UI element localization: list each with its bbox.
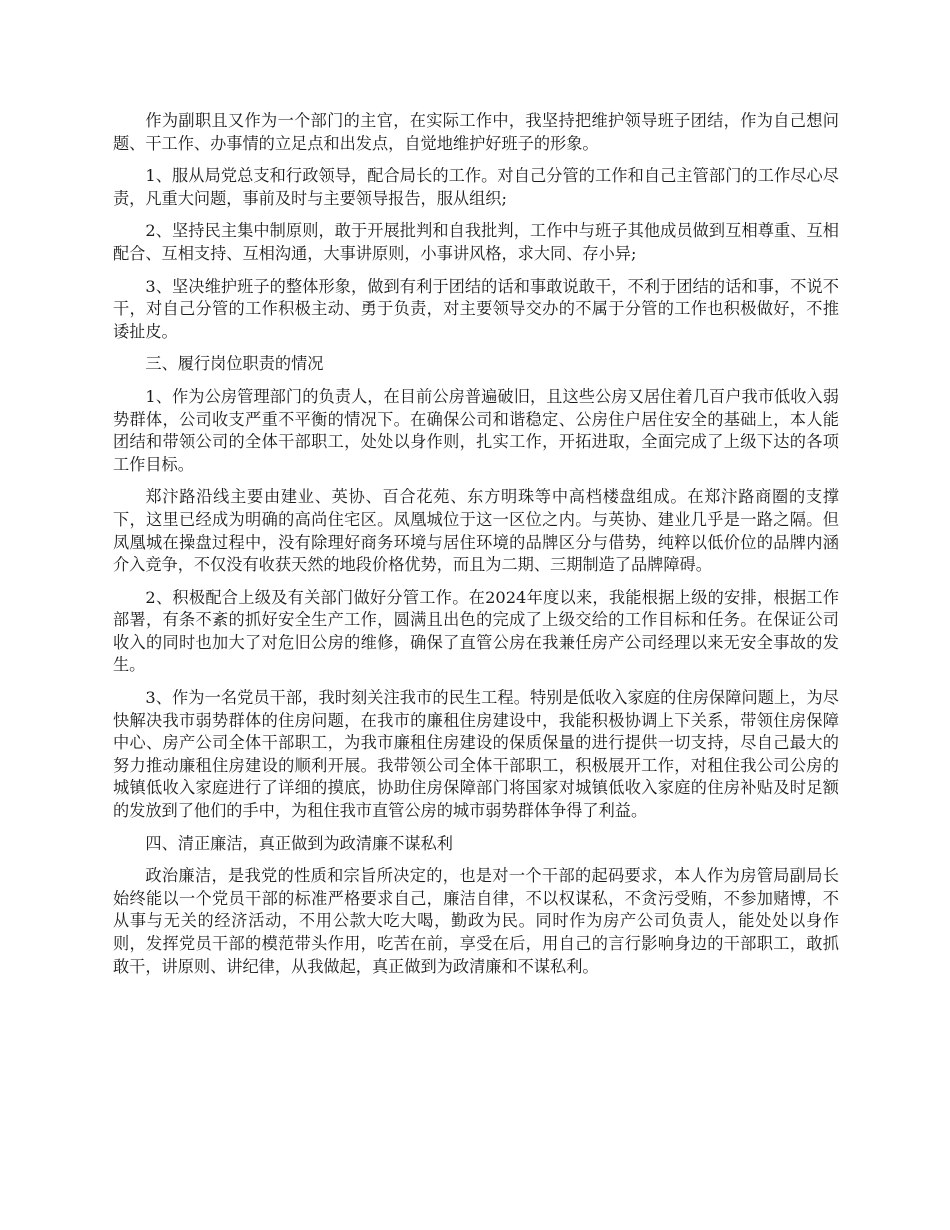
section-heading-integrity: 四、清正廉洁，真正做到为政清廉不谋私利 — [145, 833, 453, 853]
paragraph-zhengbian-road: 郑汴路沿线主要由建业、英协、百合花苑、东方明珠等中高档楼盘组成。在郑汴路商圈的支撑下，这里已经成为明确的高尚住宅区。凤凰城位于这一区位之内。与英协、建业几乎是一路之隔。但凤凰城在操盘过程中，没有除理好商务环境与居住环境的品牌区分与借势，纯粹以低价位的品牌内涵介入竞争，不仅没有收获天然的地段价格优势，而且为二期、三期制造了品牌障碍。 — [113, 487, 839, 575]
paragraph-item-3: 3、坚决维护班子的整体形象，做到有利于团结的话和事敢说敢干，不利于团结的话和事，不说不干，对自己分管的工作积极主动、勇于负责，对主要领导交办的不属于分管的工作也积极做好，不推诿扯皮。 — [113, 276, 839, 341]
section-heading-duties: 三、履行岗位职责的情况 — [145, 354, 324, 374]
paragraph-duty-2: 2、积极配合上级及有关部门做好分管工作。在2024年度以来，我能根据上级的安排，根据工作部署，有条不紊的抓好安全生产工作，圆满且出色的完成了上级交给的工作目标和任务。在保证公司收入的同时也加大了对危旧公房的维修，确保了直管公房在我兼任房产公司经理以来无安全事故的发生。 — [113, 587, 839, 675]
paragraph-item-1: 1、服从局党总支和行政领导，配合局长的工作。对自己分管的工作和自己主管部门的工作尽心尽责，凡重大问题，事前及时与主要领导报告，服从组织; — [113, 166, 839, 208]
document-body — [113, 110, 839, 988]
paragraph-intro: 作为副职且又作为一个部门的主官，在实际工作中，我坚持把维护领导班子团结，作为自己想问题、干工作、办事情的立足点和出发点，自觉地维护好班子的形象。 — [113, 111, 839, 153]
paragraph-item-2: 2、坚持民主集中制原则，敢于开展批判和自我批判，工作中与班子其他成员做到互相尊重、互相配合、互相支持、互相沟通，大事讲原则，小事讲风格，求大同、存小异; — [113, 221, 839, 263]
paragraph-duty-1: 1、作为公房管理部门的负责人，在目前公房普遍破旧，且这些公房又居住着几百户我市低收入弱势群体，公司收支严重不平衡的情况下。在确保公司和谐稳定、公房住户居住安全的基础上，本人能团结和带领公司的全体干部职工，处处以身作则，扎实工作，开拓进取，全面完成了上级下达的各项工作目标。 — [113, 386, 839, 474]
paragraph-integrity: 政治廉洁，是我党的性质和宗旨所决定的，也是对一个干部的起码要求，本人作为房管局副局长始终能以一个党员干部的标准严格要求自己，廉洁自律，不以权谋私，不贪污受贿，不参加赌博，不从事与无关的经济活动，不用公款大吃大喝，勤政为民。同时作为房产公司负责人，能处处以身作则，发挥党员干部的模范带头作用，吃苦在前，享受在后，用自己的言行影响身边的干部职工，敢抓敢干，讲原则、讲纪律，从我做起，真正做到为政清廉和不谋私利。 — [113, 866, 839, 976]
paragraph-duty-3: 3、作为一名党员干部，我时刻关注我市的民生工程。特别是低收入家庭的住房保障问题上，为尽快解决我市弱势群体的住房问题，在我市的廉租住房建设中，我能积极协调上下关系，带领住房保障中心、房产公司全体干部职工，为我市廉租住房建设的保质保量的进行提供一切支持，尽自己最大的努力推动廉租住房建设的顺利开展。我带领公司全体干部职工，积极展开工作，对租住我公司公房的城镇低收入家庭进行了详细的摸底，协助住房保障部门将国家对城镇低收入家庭的住房补贴及时足额的发放到了他们的手中，为租住我市直管公房的城市弱势群体争得了利益。 — [113, 688, 839, 821]
